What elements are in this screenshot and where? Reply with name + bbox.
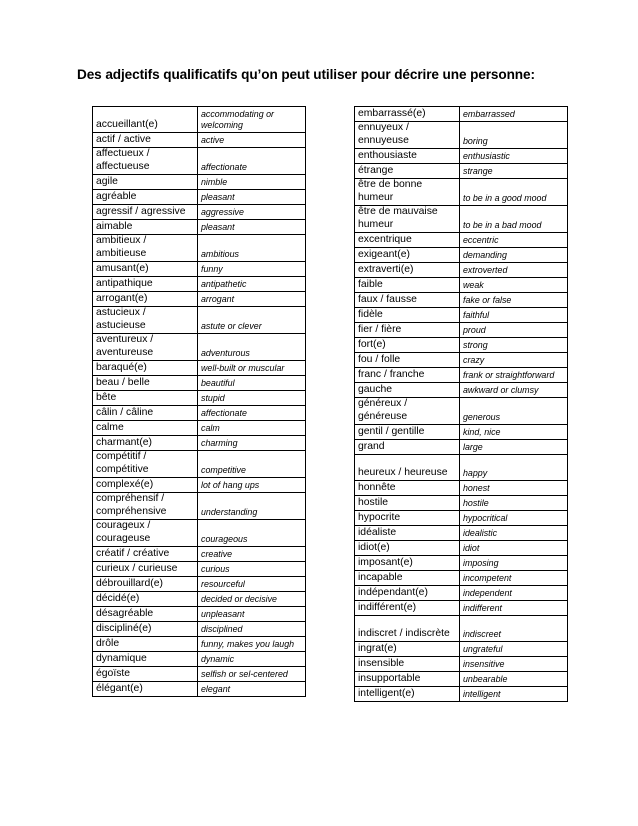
vocab-row bbox=[355, 642, 568, 657]
french-adjective: enthousiaste bbox=[355, 149, 460, 164]
french-adjective: imposant(e) bbox=[355, 556, 460, 571]
french-adjective: complexé(e) bbox=[93, 478, 198, 493]
english-translation: funny bbox=[198, 262, 306, 277]
vocab-row bbox=[93, 592, 306, 607]
french-adjective: compréhensif / compréhensive bbox=[93, 493, 198, 520]
english-translation: faithful bbox=[460, 308, 568, 323]
vocab-row bbox=[93, 361, 306, 376]
french-adjective: antipathique bbox=[93, 277, 198, 292]
french-adjective: ambitieux / ambitieuse bbox=[93, 235, 198, 262]
vocab-row bbox=[355, 425, 568, 440]
english-translation: nimble bbox=[198, 175, 306, 190]
french-adjective: créatif / créative bbox=[93, 547, 198, 562]
vocab-row bbox=[93, 376, 306, 391]
french-adjective: amusant(e) bbox=[93, 262, 198, 277]
french-adjective: courageux / courageuse bbox=[93, 520, 198, 547]
english-translation: strong bbox=[460, 338, 568, 353]
french-adjective: ennuyeux / ennuyeuse bbox=[355, 122, 460, 149]
vocab-row bbox=[355, 657, 568, 672]
vocab-row bbox=[355, 398, 568, 425]
english-translation: affectionate bbox=[198, 148, 306, 175]
french-adjective: insupportable bbox=[355, 672, 460, 687]
french-adjective: étrange bbox=[355, 164, 460, 179]
french-adjective: honnête bbox=[355, 481, 460, 496]
vocab-row bbox=[93, 205, 306, 220]
french-adjective: élégant(e) bbox=[93, 682, 198, 697]
english-translation: boring bbox=[460, 122, 568, 149]
vocab-row bbox=[93, 478, 306, 493]
vocab-row bbox=[93, 190, 306, 205]
vocabulary-table-right bbox=[354, 106, 568, 702]
french-adjective: ingrat(e) bbox=[355, 642, 460, 657]
vocab-row bbox=[355, 338, 568, 353]
french-adjective: fidèle bbox=[355, 308, 460, 323]
french-adjective: agréable bbox=[93, 190, 198, 205]
english-translation: affectionate bbox=[198, 406, 306, 421]
vocab-row bbox=[355, 440, 568, 455]
vocab-row bbox=[93, 562, 306, 577]
french-adjective: hostile bbox=[355, 496, 460, 511]
french-adjective: agressif / agressive bbox=[93, 205, 198, 220]
english-translation: accommodating or welcoming bbox=[198, 107, 306, 133]
french-adjective: franc / franche bbox=[355, 368, 460, 383]
french-adjective: gauche bbox=[355, 383, 460, 398]
english-translation: active bbox=[198, 133, 306, 148]
vocab-row bbox=[93, 148, 306, 175]
english-translation: charming bbox=[198, 436, 306, 451]
vocab-row bbox=[355, 511, 568, 526]
vocab-row bbox=[355, 107, 568, 122]
french-adjective: bête bbox=[93, 391, 198, 406]
french-adjective: discipliné(e) bbox=[93, 622, 198, 637]
english-translation: unpleasant bbox=[198, 607, 306, 622]
vocab-row bbox=[355, 571, 568, 586]
vocab-row bbox=[355, 481, 568, 496]
vocab-row bbox=[355, 263, 568, 278]
english-translation: curious bbox=[198, 562, 306, 577]
english-translation: hypocritical bbox=[460, 511, 568, 526]
vocab-row bbox=[355, 672, 568, 687]
english-translation: adventurous bbox=[198, 334, 306, 361]
english-translation: stupid bbox=[198, 391, 306, 406]
page-title: Des adjectifs qualificatifs qu’on peut utiliser pour décrire une personne: bbox=[77, 67, 535, 82]
french-adjective: compétitif / compétitive bbox=[93, 451, 198, 478]
vocab-row bbox=[355, 368, 568, 383]
vocab-row bbox=[93, 607, 306, 622]
english-translation: pleasant bbox=[198, 220, 306, 235]
english-translation: idiot bbox=[460, 541, 568, 556]
french-adjective: exigeant(e) bbox=[355, 248, 460, 263]
english-translation: strange bbox=[460, 164, 568, 179]
english-translation: incompetent bbox=[460, 571, 568, 586]
french-adjective: curieux / curieuse bbox=[93, 562, 198, 577]
vocab-row bbox=[355, 206, 568, 233]
french-adjective: incapable bbox=[355, 571, 460, 586]
french-adjective: indifférent(e) bbox=[355, 601, 460, 616]
english-translation: courageous bbox=[198, 520, 306, 547]
english-translation: frank or straightforward bbox=[460, 368, 568, 383]
english-translation: honest bbox=[460, 481, 568, 496]
french-adjective: indiscret / indiscrète bbox=[355, 616, 460, 642]
english-translation: generous bbox=[460, 398, 568, 425]
english-translation: antipathetic bbox=[198, 277, 306, 292]
vocab-row bbox=[355, 179, 568, 206]
english-translation: funny, makes you laugh bbox=[198, 637, 306, 652]
french-adjective: égoïste bbox=[93, 667, 198, 682]
vocab-row bbox=[93, 436, 306, 451]
vocab-row bbox=[355, 586, 568, 601]
french-adjective: heureux / heureuse bbox=[355, 455, 460, 481]
vocab-row bbox=[355, 383, 568, 398]
english-translation: aggressive bbox=[198, 205, 306, 220]
french-adjective: idéaliste bbox=[355, 526, 460, 541]
french-adjective: accueillant(e) bbox=[93, 107, 198, 133]
vocab-row bbox=[93, 652, 306, 667]
french-adjective: être de bonne humeur bbox=[355, 179, 460, 206]
vocab-row bbox=[355, 526, 568, 541]
vocab-row bbox=[93, 220, 306, 235]
english-translation: indifferent bbox=[460, 601, 568, 616]
english-translation: pleasant bbox=[198, 190, 306, 205]
english-translation: enthusiastic bbox=[460, 149, 568, 164]
english-translation: understanding bbox=[198, 493, 306, 520]
english-translation: kind, nice bbox=[460, 425, 568, 440]
vocabulary-table-left bbox=[92, 106, 306, 697]
vocab-row bbox=[93, 493, 306, 520]
english-translation: dynamic bbox=[198, 652, 306, 667]
vocab-row bbox=[93, 277, 306, 292]
vocab-row bbox=[355, 122, 568, 149]
french-adjective: fier / fière bbox=[355, 323, 460, 338]
french-adjective: fou / folle bbox=[355, 353, 460, 368]
french-adjective: faux / fausse bbox=[355, 293, 460, 308]
english-translation: astute or clever bbox=[198, 307, 306, 334]
vocab-row bbox=[93, 107, 306, 133]
french-adjective: insensible bbox=[355, 657, 460, 672]
french-adjective: gentil / gentille bbox=[355, 425, 460, 440]
english-translation: intelligent bbox=[460, 687, 568, 702]
french-adjective: drôle bbox=[93, 637, 198, 652]
english-translation: fake or false bbox=[460, 293, 568, 308]
vocab-row bbox=[93, 667, 306, 682]
vocab-row bbox=[93, 577, 306, 592]
english-translation: well-built or muscular bbox=[198, 361, 306, 376]
english-translation: hostile bbox=[460, 496, 568, 511]
vocab-row bbox=[355, 149, 568, 164]
english-translation: independent bbox=[460, 586, 568, 601]
english-translation: creative bbox=[198, 547, 306, 562]
french-adjective: arrogant(e) bbox=[93, 292, 198, 307]
french-adjective: baraqué(e) bbox=[93, 361, 198, 376]
english-translation: calm bbox=[198, 421, 306, 436]
vocab-row bbox=[93, 637, 306, 652]
english-translation: decided or decisive bbox=[198, 592, 306, 607]
vocab-row bbox=[355, 293, 568, 308]
vocab-row bbox=[355, 353, 568, 368]
french-adjective: beau / belle bbox=[93, 376, 198, 391]
vocab-row bbox=[355, 616, 568, 642]
french-adjective: affectueux / affectueuse bbox=[93, 148, 198, 175]
vocab-row bbox=[93, 307, 306, 334]
vocab-row bbox=[93, 406, 306, 421]
french-adjective: câlin / câline bbox=[93, 406, 198, 421]
vocab-row bbox=[93, 622, 306, 637]
english-translation: happy bbox=[460, 455, 568, 481]
french-adjective: généreux / généreuse bbox=[355, 398, 460, 425]
french-adjective: excentrique bbox=[355, 233, 460, 248]
vocab-row bbox=[93, 334, 306, 361]
english-translation: elegant bbox=[198, 682, 306, 697]
english-translation: unbearable bbox=[460, 672, 568, 687]
english-translation: demanding bbox=[460, 248, 568, 263]
vocab-row bbox=[93, 133, 306, 148]
french-adjective: calme bbox=[93, 421, 198, 436]
vocab-row bbox=[355, 496, 568, 511]
vocab-row bbox=[355, 541, 568, 556]
vocab-row bbox=[355, 601, 568, 616]
french-adjective: indépendant(e) bbox=[355, 586, 460, 601]
english-translation: to be in a bad mood bbox=[460, 206, 568, 233]
english-translation: resourceful bbox=[198, 577, 306, 592]
english-translation: ungrateful bbox=[460, 642, 568, 657]
vocab-row bbox=[93, 547, 306, 562]
french-adjective: aventureux / aventureuse bbox=[93, 334, 198, 361]
vocab-row bbox=[355, 308, 568, 323]
english-translation: embarrassed bbox=[460, 107, 568, 122]
french-adjective: désagréable bbox=[93, 607, 198, 622]
vocab-row bbox=[355, 455, 568, 481]
vocab-row bbox=[93, 682, 306, 697]
vocab-row bbox=[93, 235, 306, 262]
english-translation: crazy bbox=[460, 353, 568, 368]
english-translation: selfish or sel-centered bbox=[198, 667, 306, 682]
french-adjective: hypocrite bbox=[355, 511, 460, 526]
vocab-row bbox=[355, 323, 568, 338]
english-translation: proud bbox=[460, 323, 568, 338]
english-translation: weak bbox=[460, 278, 568, 293]
vocab-row bbox=[93, 391, 306, 406]
english-translation: lot of hang ups bbox=[198, 478, 306, 493]
english-translation: beautiful bbox=[198, 376, 306, 391]
french-adjective: décidé(e) bbox=[93, 592, 198, 607]
french-adjective: idiot(e) bbox=[355, 541, 460, 556]
english-translation: to be in a good mood bbox=[460, 179, 568, 206]
vocab-row bbox=[93, 175, 306, 190]
french-adjective: aimable bbox=[93, 220, 198, 235]
english-translation: large bbox=[460, 440, 568, 455]
french-adjective: faible bbox=[355, 278, 460, 293]
french-adjective: fort(e) bbox=[355, 338, 460, 353]
english-translation: awkward or clumsy bbox=[460, 383, 568, 398]
english-translation: insensitive bbox=[460, 657, 568, 672]
english-translation: arrogant bbox=[198, 292, 306, 307]
vocab-row bbox=[355, 248, 568, 263]
french-adjective: agile bbox=[93, 175, 198, 190]
vocab-row bbox=[355, 278, 568, 293]
english-translation: ambitious bbox=[198, 235, 306, 262]
vocab-row bbox=[355, 556, 568, 571]
french-adjective: grand bbox=[355, 440, 460, 455]
french-adjective: dynamique bbox=[93, 652, 198, 667]
french-adjective: débrouillard(e) bbox=[93, 577, 198, 592]
english-translation: imposing bbox=[460, 556, 568, 571]
french-adjective: être de mauvaise humeur bbox=[355, 206, 460, 233]
vocab-row bbox=[93, 520, 306, 547]
vocab-row bbox=[355, 233, 568, 248]
vocab-row bbox=[93, 451, 306, 478]
french-adjective: actif / active bbox=[93, 133, 198, 148]
french-adjective: intelligent(e) bbox=[355, 687, 460, 702]
english-translation: competitive bbox=[198, 451, 306, 478]
french-adjective: embarrassé(e) bbox=[355, 107, 460, 122]
english-translation: idealistic bbox=[460, 526, 568, 541]
english-translation: eccentric bbox=[460, 233, 568, 248]
french-adjective: extraverti(e) bbox=[355, 263, 460, 278]
english-translation: disciplined bbox=[198, 622, 306, 637]
english-translation: indiscreet bbox=[460, 616, 568, 642]
vocab-row bbox=[93, 292, 306, 307]
vocab-row bbox=[355, 164, 568, 179]
french-adjective: astucieux / astucieuse bbox=[93, 307, 198, 334]
vocab-row bbox=[355, 687, 568, 702]
vocab-row bbox=[93, 262, 306, 277]
english-translation: extroverted bbox=[460, 263, 568, 278]
vocab-row bbox=[93, 421, 306, 436]
french-adjective: charmant(e) bbox=[93, 436, 198, 451]
